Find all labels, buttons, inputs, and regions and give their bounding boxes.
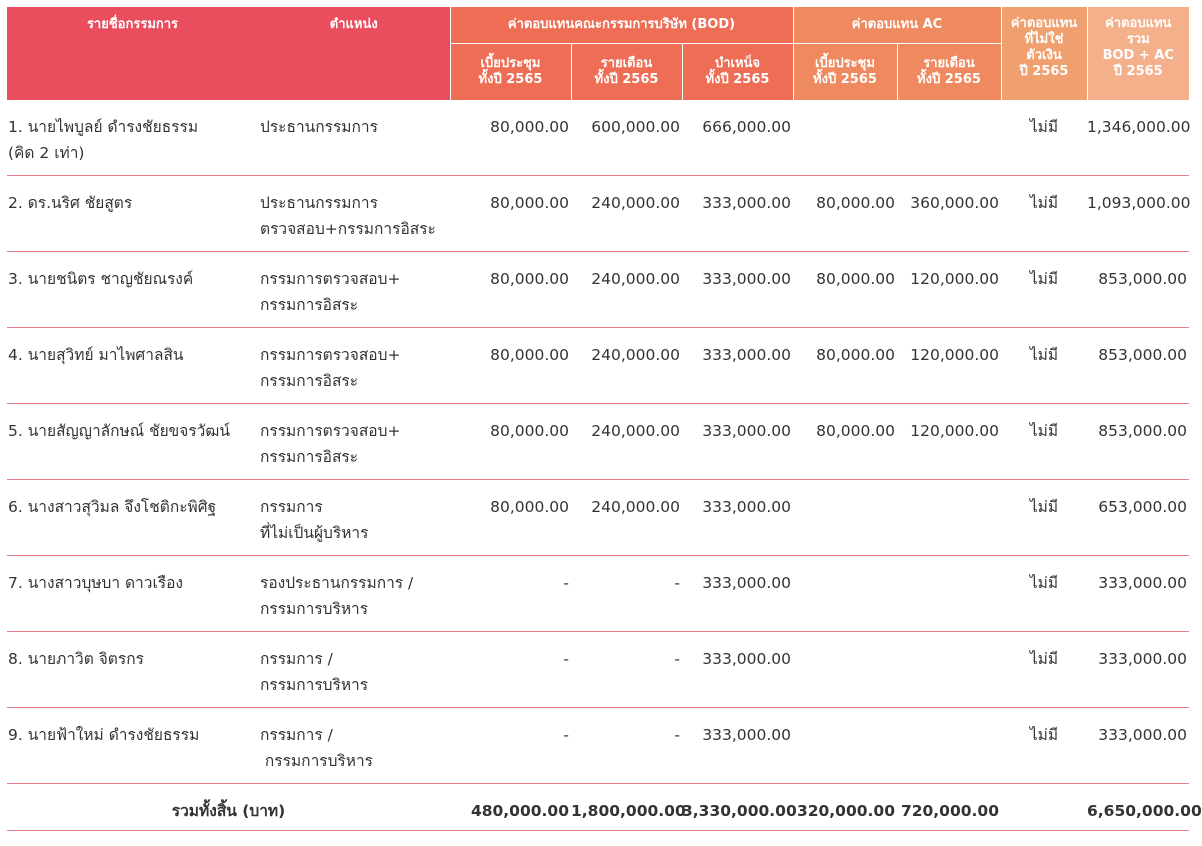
ac-meeting-fee [793, 100, 897, 175]
director-position: ประธานกรรมการ ตรวจสอบ+กรรมการอิสระ [260, 193, 436, 238]
total-compensation: 853,000.00 [1098, 421, 1187, 440]
total-compensation: 333,000.00 [1098, 573, 1187, 592]
total-compensation: 333,000.00 [1098, 725, 1187, 744]
noncash-compensation: ไม่มี [1029, 269, 1059, 288]
bod-bonus: 333,000.00 [702, 421, 791, 440]
table-row [7, 251, 1189, 327]
ac-monthly-fee [897, 631, 1001, 707]
bod-meeting-fee: 80,000.00 [490, 345, 569, 364]
table-body [7, 100, 1202, 830]
director-compensation-table [7, 7, 1202, 831]
table-row [7, 479, 1189, 555]
header-ac-meeting: เบี้ยประชุม ทั้งปี 2565 [793, 43, 897, 100]
header-bod-group: ค่าตอบแทนคณะกรรมการบริษัท (BOD) [450, 7, 793, 43]
bod-bonus: 333,000.00 [702, 269, 791, 288]
bod-monthly-fee: - [674, 649, 680, 668]
ac-meeting-fee [793, 631, 897, 707]
director-position: กรรมการ / กรรมการบริหาร [260, 725, 374, 770]
noncash-compensation: ไม่มี [1029, 725, 1059, 744]
summary-ac-meeting: 320,000.00 [796, 801, 895, 820]
bod-bonus: 333,000.00 [702, 649, 791, 668]
noncash-compensation: ไม่มี [1029, 118, 1059, 136]
noncash-compensation: ไม่มี [1029, 193, 1059, 212]
director-position: กรรมการตรวจสอบ+ กรรมการอิสระ [260, 421, 401, 466]
total-compensation: 653,000.00 [1098, 497, 1187, 516]
total-compensation: 853,000.00 [1098, 269, 1187, 288]
table-row [7, 403, 1189, 479]
ac-meeting-fee [793, 555, 897, 631]
bod-bonus: 666,000.00 [702, 118, 791, 136]
ac-meeting-fee: 80,000.00 [816, 269, 895, 288]
bod-meeting-fee: 80,000.00 [490, 118, 569, 136]
ac-monthly-fee [897, 100, 1001, 175]
noncash-compensation: ไม่มี [1029, 345, 1059, 364]
bod-bonus: 333,000.00 [702, 725, 791, 744]
ac-meeting-fee: 80,000.00 [816, 345, 895, 364]
bod-bonus: 333,000.00 [702, 573, 791, 592]
bod-meeting-fee: 80,000.00 [490, 269, 569, 288]
director-name: 7. นางสาวบุษบา ดาวเรือง [8, 573, 183, 592]
director-position: รองประธานกรรมการ / กรรมการบริหาร [260, 573, 414, 618]
noncash-compensation: ไม่มี [1029, 573, 1059, 592]
bod-meeting-fee: 80,000.00 [490, 421, 569, 440]
bod-monthly-fee: 600,000.00 [591, 118, 680, 136]
bod-monthly-fee: 240,000.00 [591, 421, 680, 440]
ac-monthly-fee: 120,000.00 [910, 421, 999, 440]
ac-monthly-fee [897, 479, 1001, 555]
bod-bonus: 333,000.00 [702, 193, 791, 212]
header-ac-monthly: รายเดือน ทั้งปี 2565 [897, 43, 1001, 100]
director-position: กรรมการ ที่ไม่เป็นผู้บริหาร [260, 497, 369, 542]
summary-bod-monthly: 1,800,000.00 [571, 801, 686, 820]
ac-monthly-fee [897, 707, 1001, 783]
header-position: ตำแหน่ง [258, 7, 450, 100]
director-name: 5. นายสัญญาลักษณ์ ชัยขจรวัฒน์ [8, 421, 230, 440]
bod-monthly-fee: - [674, 725, 680, 744]
summary-ac-monthly: 720,000.00 [900, 801, 999, 820]
director-name: 1. นายไพบูลย์ ดำรงชัยธรรม (คิด 2 เท่า) [8, 118, 199, 162]
director-name: 2. ดร.นริศ ชัยสูตร [8, 193, 133, 212]
total-compensation: 853,000.00 [1098, 345, 1187, 364]
director-position: กรรมการ / กรรมการบริหาร [260, 649, 369, 694]
header-bod-bonus: บำเหน็จ ทั้งปี 2565 [682, 43, 793, 100]
table-row [7, 631, 1189, 707]
noncash-compensation: ไม่มี [1029, 649, 1059, 668]
director-position: กรรมการตรวจสอบ+ กรรมการอิสระ [260, 269, 401, 314]
table-row [7, 175, 1189, 251]
director-name: 9. นายฟ้าใหม่ ดำรงชัยธรรม [8, 725, 200, 744]
bod-monthly-fee: 240,000.00 [591, 193, 680, 212]
summary-noncash [1001, 783, 1087, 830]
bod-monthly-fee: 240,000.00 [591, 345, 680, 364]
header-bod-meeting: เบี้ยประชุม ทั้งปี 2565 [450, 43, 571, 100]
bod-meeting-fee: 80,000.00 [490, 193, 569, 212]
table-row [7, 327, 1189, 403]
ac-meeting-fee: 80,000.00 [816, 193, 895, 212]
noncash-compensation: ไม่มี [1029, 497, 1059, 516]
ac-meeting-fee [793, 707, 897, 783]
ac-meeting-fee: 80,000.00 [816, 421, 895, 440]
total-compensation: 1,093,000.00 [1087, 193, 1191, 212]
summary-row [7, 783, 1189, 830]
header-ac-group: ค่าตอบแทน AC [793, 7, 1001, 43]
summary-bod-meeting: 480,000.00 [470, 801, 569, 820]
header-row-top [7, 7, 1189, 43]
header-bod-monthly: รายเดือน ทั้งปี 2565 [571, 43, 682, 100]
director-position: กรรมการตรวจสอบ+ กรรมการอิสระ [260, 345, 401, 390]
total-compensation: 1,346,000.00 [1087, 118, 1191, 136]
ac-monthly-fee: 120,000.00 [910, 269, 999, 288]
director-name: 6. นางสาวสุวิมล จึงโชติกะพิศิฐ [8, 497, 217, 516]
bod-bonus: 333,000.00 [702, 497, 791, 516]
bod-monthly-fee: 240,000.00 [591, 269, 680, 288]
summary-label: รวมทั้งสิ้น (บาท) [171, 801, 286, 820]
bod-meeting-fee: - [563, 725, 569, 744]
director-name: 3. นายชนิตร ชาญชัยณรงค์ [8, 269, 194, 288]
bod-meeting-fee: - [563, 573, 569, 592]
bod-monthly-fee: 240,000.00 [591, 497, 680, 516]
director-name: 4. นายสุวิทย์ มาไพศาลสิน [8, 345, 184, 364]
bod-meeting-fee: 80,000.00 [490, 497, 569, 516]
noncash-compensation: ไม่มี [1029, 421, 1059, 440]
summary-bod-bonus: 3,330,000.00 [682, 801, 797, 820]
ac-meeting-fee [793, 479, 897, 555]
header-name: รายชื่อกรรมการ [7, 7, 258, 100]
ac-monthly-fee: 120,000.00 [910, 345, 999, 364]
summary-total: 6,650,000.00 [1087, 801, 1202, 820]
total-compensation: 333,000.00 [1098, 649, 1187, 668]
bod-meeting-fee: - [563, 649, 569, 668]
director-position: ประธานกรรมการ [260, 118, 378, 136]
director-name: 8. นายภาวิต จิตรกร [8, 649, 144, 668]
header-noncash: ค่าตอบแทน ที่ไม่ใช่ ตัวเงิน ปี 2565 [1001, 7, 1087, 100]
table-row [7, 707, 1189, 783]
bod-monthly-fee: - [674, 573, 680, 592]
header-total: ค่าตอบแทน รวม BOD + AC ปี 2565 [1087, 7, 1189, 100]
table-row [7, 100, 1189, 175]
table-row [7, 555, 1189, 631]
ac-monthly-fee: 360,000.00 [910, 193, 999, 212]
bod-bonus: 333,000.00 [702, 345, 791, 364]
ac-monthly-fee [897, 555, 1001, 631]
